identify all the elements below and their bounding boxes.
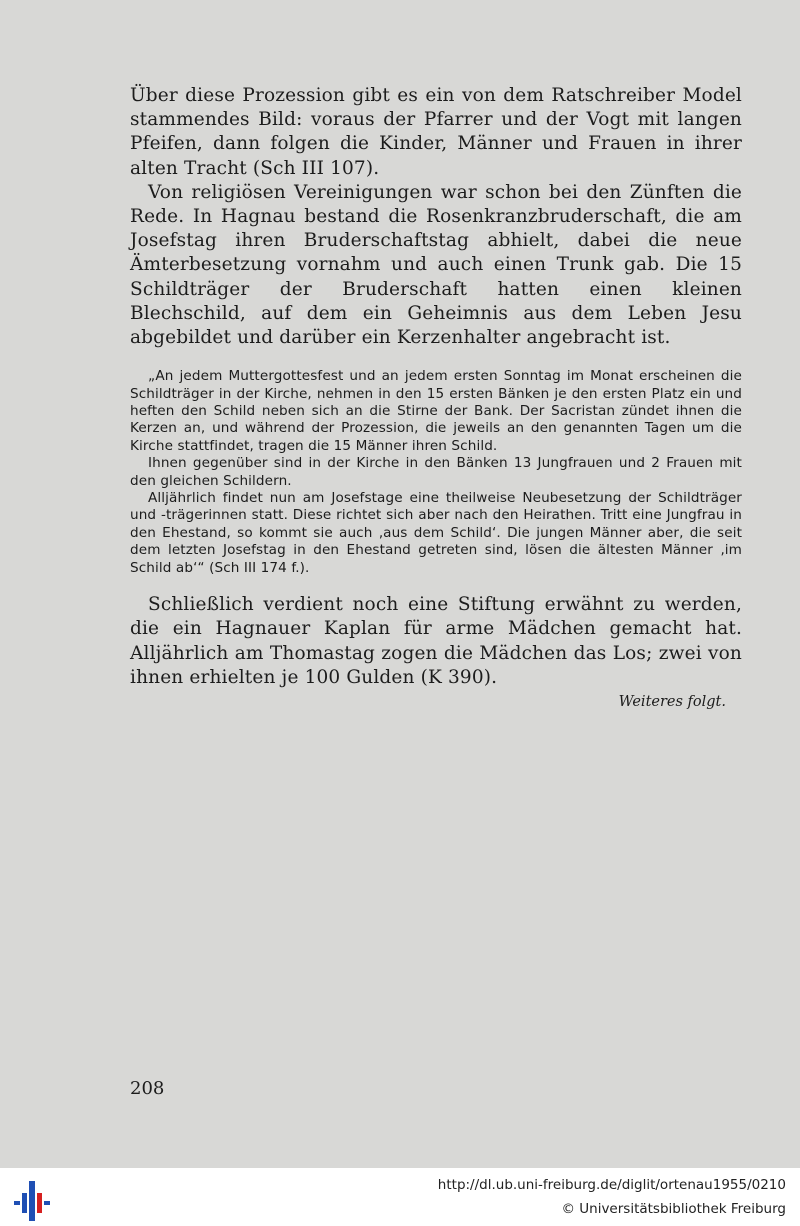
page-number: 208 (130, 1078, 165, 1099)
page-content (130, 84, 742, 710)
block-quote (130, 368, 742, 577)
continued-note: Weiteres folgt. (618, 693, 726, 710)
paragraph-procession: Über diese Prozession gibt es ein von dem Ratschreiber Model stammendes Bild: voraus der Pfarrer und der Vogt mit langen Pfeifen, dann folgen die Kinder, Männer und Frauen in ihrer alten Tracht (Sch III 107). (130, 85, 742, 179)
quote-paragraph: Ihnen gegenüber sind in der Kirche in den Bänken 13 Jungfrauen und 2 Frauen mit den gleichen Schildern. (130, 455, 742, 489)
paragraph-brotherhood: Von religiösen Vereinigungen war schon bei den Zünften die Rede. In Hagnau bestand die Rosenkranzbruderschaft, die am Josefstag ihren Bruderschaftstag abhielt, dabei die neue Ämterbesetzung vornahm und auch einen Trunk gab. Die 15 Schildträger der Bruderschaft hatten einen kleinen Blechschild, auf dem ein Geheimnis aus dem Leben Jesu abgebildet und darüber ein Kerzenhalter angebracht ist. (130, 181, 742, 349)
university-library-logo-icon (12, 1174, 52, 1222)
copyright-notice: © Universitätsbibliothek Freiburg (561, 1201, 786, 1217)
quote-paragraph: „An jedem Muttergottesfest und an jedem ersten Sonntag im Monat erscheinen die Schildträger in der Kirche, nehmen in den 15 ersten Bänken je den ersten Platz ein und heften den Schild neben sich an die Stirne der Bank. Der Sacristan zündet ihnen die Kerzen an, und während der Prozession, die jeweils an den genannten Tagen um die Kirche stattfindet, tragen die 15 Männer ihren Schild. (130, 368, 742, 454)
viewer-footer (0, 1168, 800, 1226)
permalink-url[interactable]: http://dl.ub.uni-freiburg.de/diglit/ortenau1955/0210 (437, 1177, 786, 1193)
paragraph-foundation: Schließlich verdient noch eine Stiftung erwähnt zu werden, die ein Hagnauer Kaplan für arme Mädchen gemacht hat. Alljährlich am Thomastag zogen die Mädchen das Los; zwei von ihnen erhielten je 100 Gulden (K 390). (130, 594, 742, 688)
logo-graphic (12, 1174, 52, 1222)
quote-paragraph: Alljährlich findet nun am Josefstage eine theilweise Neubesetzung der Schildträger und -trägerinnen statt. Diese richtet sich aber nach den Heirathen. Tritt eine Jungfrau in den Ehestand, so kommt sie auch ‚aus dem Schild‘. Die jungen Männer aber, die seit dem letzten Josefstag in den Ehestand getreten sind, lösen die ältesten Männer ‚im Schild ab‘“ (Sch III 174 f.). (130, 490, 742, 576)
